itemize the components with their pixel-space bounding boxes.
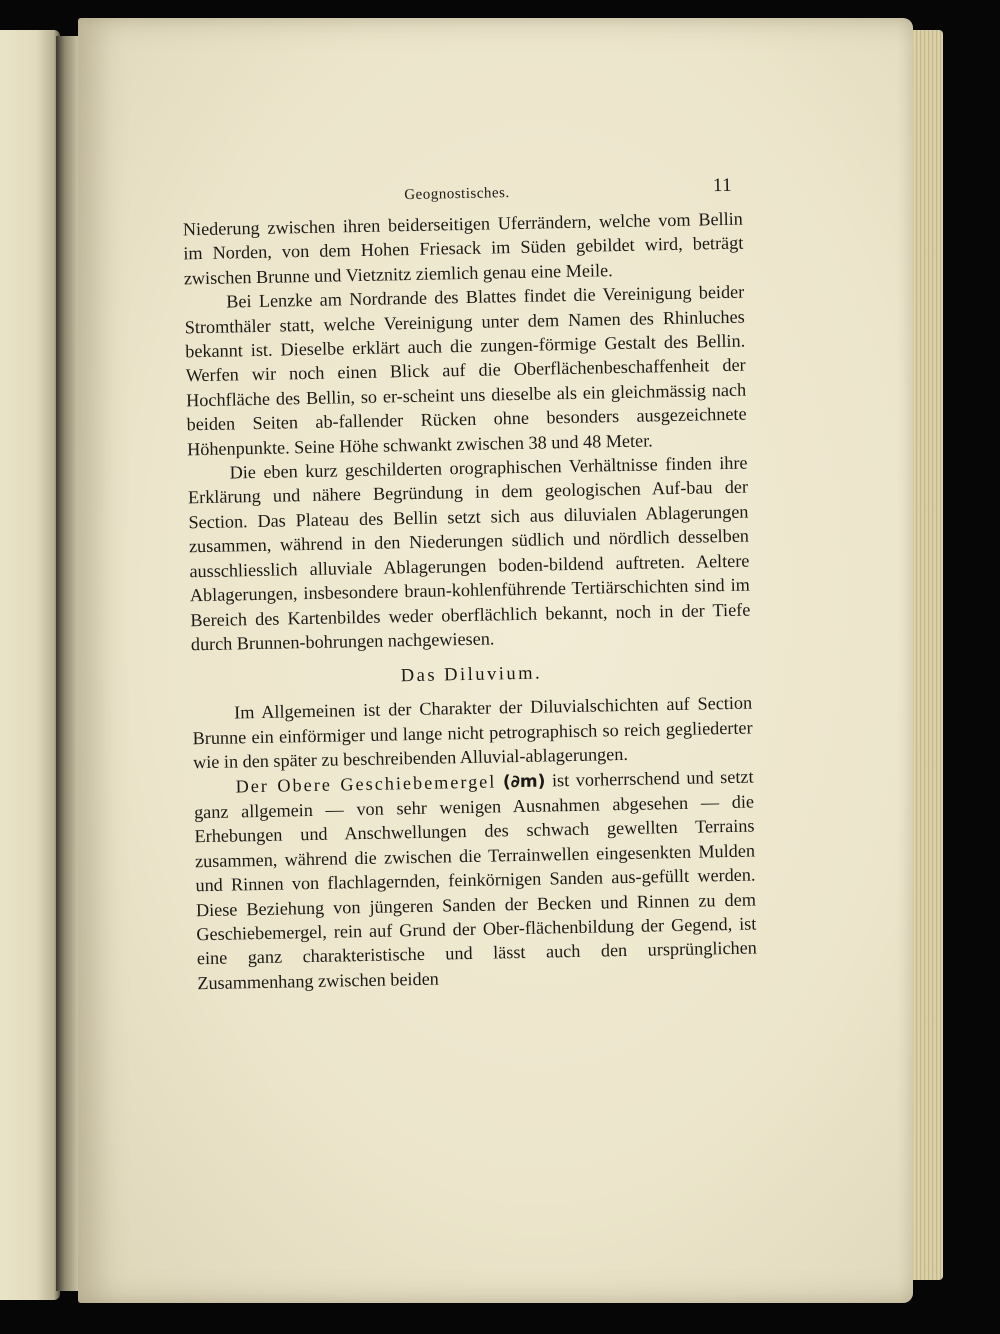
page-text (182, 175, 757, 996)
book-gutter (56, 36, 78, 1291)
paragraph-5-text: ist vorherrschend und setzt ganz allgemein — von sehr wenigen Ausnahmen abgesehen — die Erhebungen und Anschwellungen des schwach gewellten Terrains zusammen, während die zwischen die Terrainwellen eingesenkten Mulden und Rinnen von flachlagernden, feinkörnigen Sanden aus-gefüllt werden. Diese Beziehung von jüngeren Sanden der Becken und Rinnen zu dem Geschiebemergel, rein auf Grund der Ober-flächenbildung der Gegend, ist eine ganz charakteristische und lässt auch den ursprünglichen Zusammenhang zwischen beiden (193, 766, 757, 994)
term-obere-geschiebemergel: Der Obere Geschiebemergel (235, 770, 497, 796)
paragraph-2: Bei Lenzke am Nordrande des Blattes findet die Vereinigung beider Stromthäler statt, welche Vereinigung unter dem Namen des Rhinluches bekannt ist. Dieselbe erklärt auch die zungen-förmige Gestalt des Bellin. Werfen wir noch einen Blick auf die Oberflächenbeschaffenheit der Hochfläche des Bellin, so er-scheint uns dieselbe als ein gleichmässig nach beiden Seiten ab-fallender Rücken ohne besonders ausgezeichnete Höhenpunkte. Seine Höhe schwankt zwischen 38 und 48 Meter. (184, 281, 747, 459)
facing-page-edge (0, 30, 60, 1300)
page-number: 11 (712, 174, 733, 197)
running-title: Geognostisches. (404, 185, 510, 204)
paragraph-4: Im Allgemeinen ist der Charakter der Diluvialschichten auf Section Brunne ein einförmiger und lange nicht petrographisch so reich gegliederter wie in den später zu beschreibenden Alluvial-ablagerungen. (192, 692, 753, 773)
map-symbol: (∂m) (502, 771, 546, 792)
paragraph-3: Die eben kurz geschilderten orographischen Verhältnisse finden ihre Erklärung und nähere Begründung in dem geologischen Auf-bau der Section. Das Plateau des Bellin setzt sich aus diluvialen Ablagerungen zusammen, während in den Niederungen südlich und nördlich desselben ausschliesslich alluviale Ablagerungen boden-bildend auftreten. Aeltere Ablagerungen, insbesondere braun-kohlenführende Tertiärschichten sind im Bereich des Kartenbildes weder oberflächlich bekannt, noch in der Tiefe durch Brunnen-bohrungen nachgewiesen. (187, 452, 751, 655)
paragraph-1: Niederung zwischen ihren beiderseitigen Uferrändern, welche vom Bellin im Norden, von dem Hohen Friesack im Süden gebildet wird, beträgt zwischen Brunne und Vietznitz ziemlich genau eine Meile. (182, 208, 744, 289)
section-heading: Das Diluvium. (400, 663, 543, 687)
paragraph-5 (193, 764, 757, 995)
